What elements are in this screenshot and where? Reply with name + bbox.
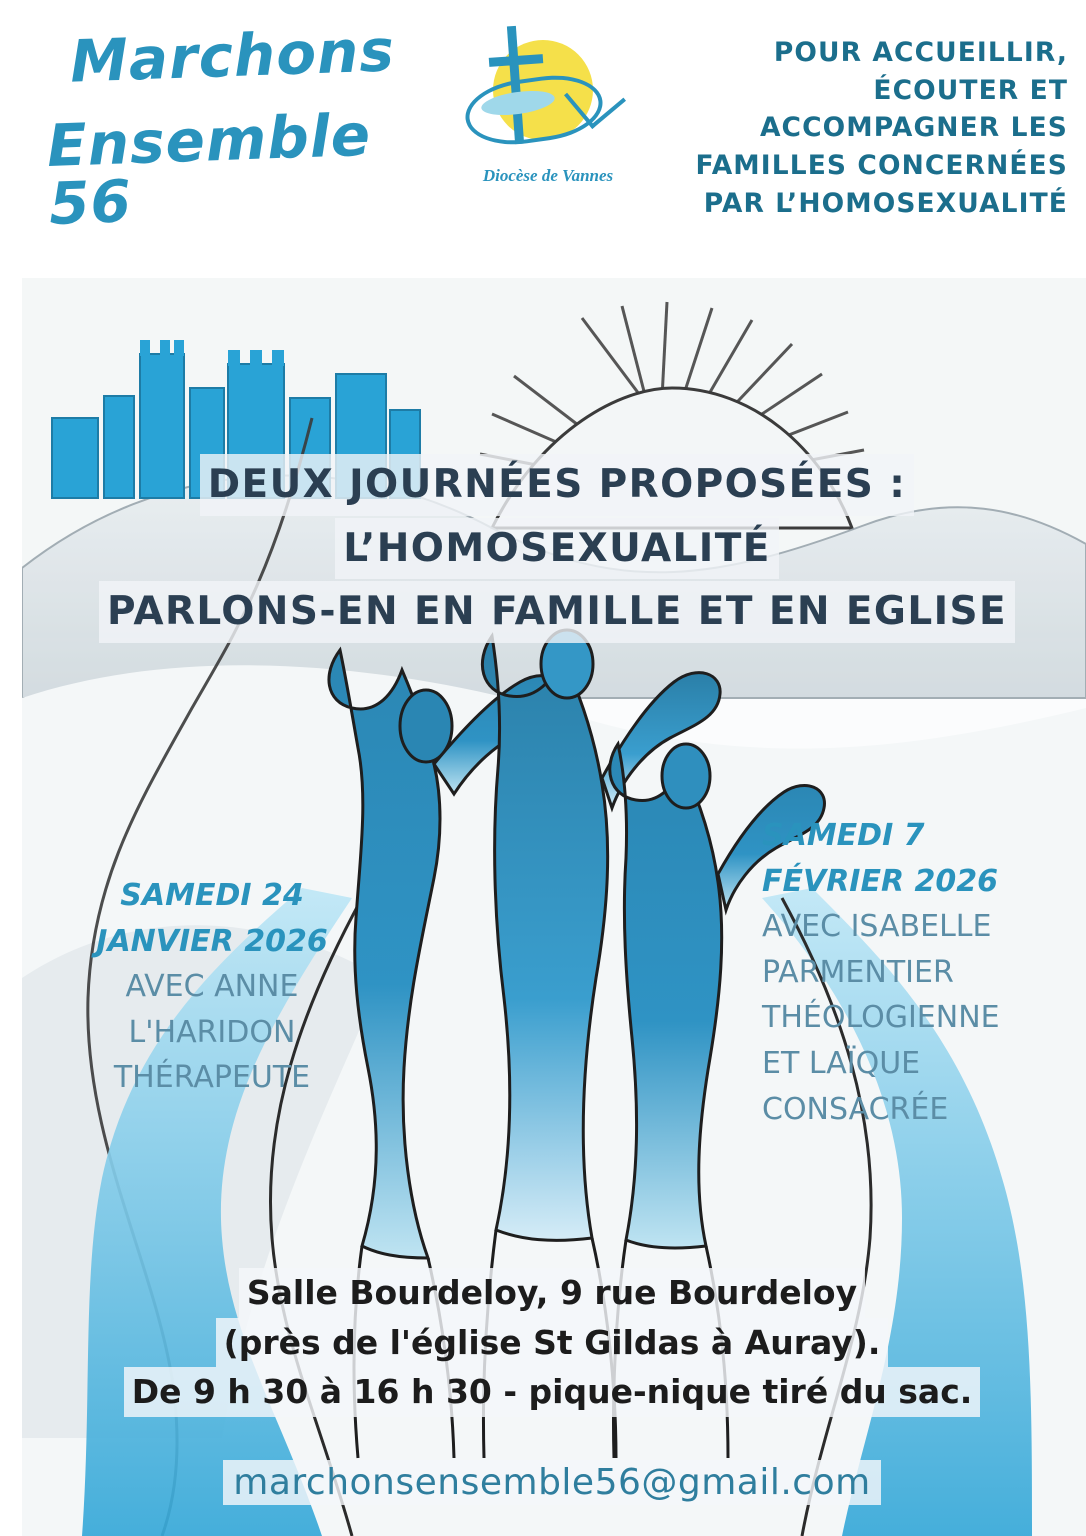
session-right-date-line-2: FÉVRIER 2026	[762, 863, 999, 899]
session-left-date-line-1: SAMEDI 24	[120, 878, 304, 913]
session-right-speaker-line-4: ET LAÏQUE	[762, 1045, 921, 1081]
poster-header	[0, 0, 1086, 272]
poster-headline	[52, 453, 1062, 644]
headline-line-3: PARLONS-EN EN FAMILLE ET EN EGLISE	[99, 581, 1015, 643]
tagline-line-5: PAR L’HOMOSEXUALITÉ	[703, 187, 1068, 219]
tagline-line-2: ÉCOUTER ET	[873, 74, 1068, 106]
session-left	[62, 873, 362, 1101]
headline-line-1: DEUX JOURNÉES PROPOSÉES :	[200, 454, 914, 516]
session-left-date-line-2: JANVIER 2026	[96, 923, 328, 959]
brand-line-2: Ensemble 56	[45, 100, 373, 238]
session-right-date-line-1: SAMEDI 7	[762, 818, 925, 853]
session-left-speaker-line-2: L'HARIDON	[128, 1014, 296, 1050]
session-right-speaker-line-1: AVEC ISABELLE	[762, 909, 992, 945]
tagline-line-3: ACCOMPAGNER LES	[759, 112, 1068, 144]
session-right-speaker-line-3: THÉOLOGIENNE	[762, 1000, 1000, 1036]
venue-line-2: (près de l'église St Gildas à Auray).	[216, 1318, 889, 1368]
session-right	[762, 813, 1072, 1132]
session-right-speaker-line-2: PARMENTIER	[762, 954, 954, 990]
venue-line-3: De 9 h 30 à 16 h 30 - pique-nique tiré du sac.	[124, 1367, 981, 1417]
brand-line-1: Marchons	[68, 16, 396, 96]
session-left-speaker-line-1: AVEC ANNE	[125, 969, 299, 1005]
tagline-line-4: FAMILLES CONCERNÉES	[695, 149, 1068, 181]
diocese-logo	[455, 22, 635, 212]
session-left-speaker-line-3: THÉRAPEUTE	[113, 1060, 311, 1096]
tagline-line-1: POUR ACCUEILLIR,	[773, 37, 1068, 68]
header-tagline	[636, 34, 1068, 222]
session-right-speaker-line-5: CONSACRÉE	[762, 1091, 949, 1127]
contact-email[interactable]	[112, 1460, 992, 1505]
headline-line-2: L’HOMOSEXUALITÉ	[335, 518, 779, 580]
brand-wordmark	[45, 16, 448, 238]
logo-caption: Diocèse de Vannes	[482, 166, 614, 185]
poster-illustration-area	[22, 278, 1086, 1536]
venue-info	[112, 1268, 992, 1417]
contact-email-text[interactable]: marchonsensemble56@gmail.com	[223, 1460, 880, 1505]
venue-line-1: Salle Bourdeloy, 9 rue Bourdeloy	[239, 1268, 865, 1318]
